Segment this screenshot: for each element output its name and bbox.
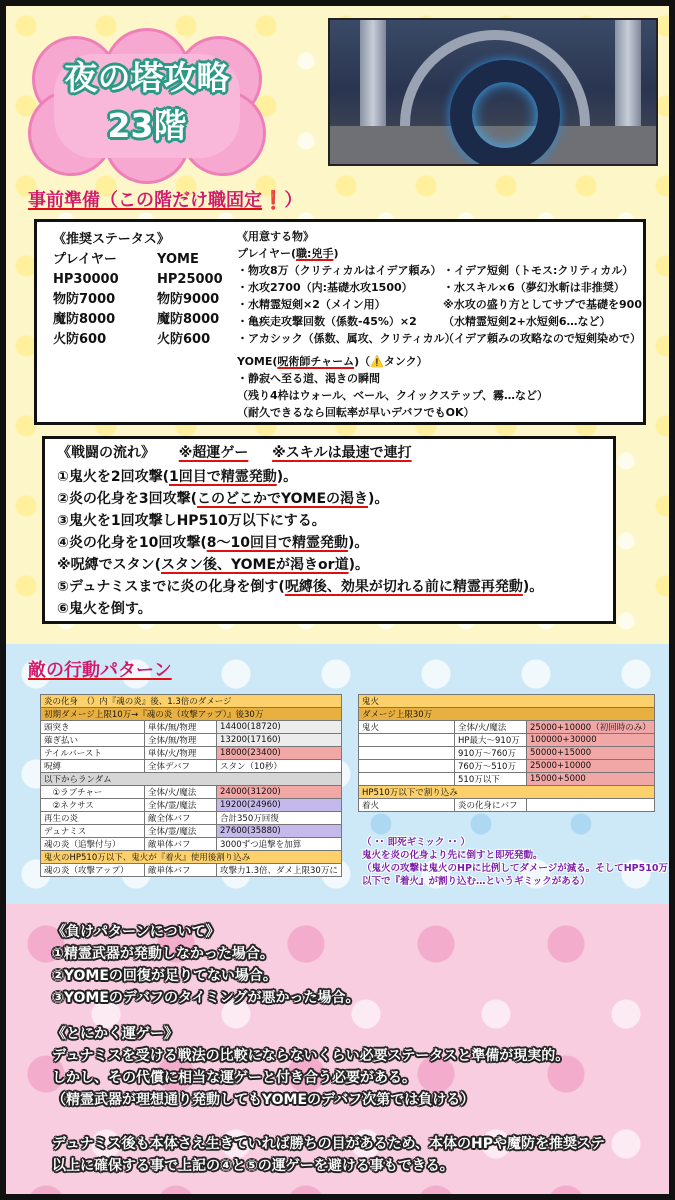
item-line: ・水スキル×6（夢幻氷斬は非推奨） <box>443 281 625 294</box>
yome-stat: HP25000 <box>157 272 223 287</box>
table-row: テイルバースト 単体/火/物理 18000(23400) <box>41 747 342 760</box>
fire-avatar-table <box>40 694 342 877</box>
battle-flow-box <box>42 436 616 624</box>
table-title: 炎の化身 （）内『魂の炎』後、1.3倍のダメージ <box>41 695 342 708</box>
table-subhead: 以下からランダム <box>41 773 342 786</box>
player-stat: 物防7000 <box>53 292 116 307</box>
table-row: 魂の炎（攻撃アップ） 敵単体バフ 攻撃力1.3倍、ダメ上限30万に <box>41 864 342 877</box>
item-line: （耐久できるなら回転率が早いデバフでもOK） <box>237 406 475 419</box>
table-cap: ダメージ上限30万 <box>359 708 655 721</box>
luck-line: （精霊武器が理想通り発動してもYOMEのデバフ次第では負ける） <box>52 1092 475 1108</box>
table-row: ②ネクサス 全体/霊/魔法 19200(24960) <box>41 799 342 812</box>
table-row: 着火 炎の化身にバフ <box>359 799 655 812</box>
prep-heading: 事前準備（この階だけ職固定❗） <box>28 190 303 211</box>
table-row: 魂の炎（追撃付与） 敵単体バフ 3000ずつ追撃を加算 <box>41 838 342 851</box>
item-line: ・水精霊短剣×2（メイン用） <box>237 298 386 311</box>
table-cap: 初期ダメージ上限10万→『魂の炎（攻撃アップ）』後30万 <box>41 708 342 721</box>
lose-title: 《負けパターンについて》 <box>52 924 220 940</box>
player-stats-head: プレイヤー <box>53 252 117 267</box>
items-yome-label: YOME(呪術師チャーム)（⚠️タンク） <box>237 355 428 368</box>
flow-heading: 《戦闘の流れ》 ※超運ゲー ※スキルは最速で連打 <box>57 445 412 461</box>
title-line-2: 23階 <box>107 106 187 145</box>
page <box>6 6 669 1194</box>
table-title: 鬼火 <box>359 695 655 708</box>
luck-line: デュナミスを受ける戦法の比較にならないくらい必要ステータスと準備が現実的。 <box>52 1048 570 1064</box>
gimmick-note: （ ･･ 即死ギミック ･･ ） 鬼火を炎の化身より先に倒すと即死発動。 （鬼火の攻撃は鬼火のHPに比例してダメージが減る。そしてHP510万 以下で『着火』が割り込む…というギミックがある） <box>362 837 668 887</box>
yome-stat: 物防9000 <box>157 292 220 307</box>
boss-screenshot-image <box>328 18 658 166</box>
yome-stats-head: YOME <box>157 252 199 267</box>
table-row: 760万〜510万 25000+10000 <box>359 760 655 773</box>
item-line: （イデア頼みの攻略なので短剣染めで） <box>443 332 641 345</box>
item-line: （水精霊短剣2+水短剣6…など） <box>443 315 611 328</box>
item-line: ・水攻2700（内:基礎水攻1500） <box>237 281 413 294</box>
flow-step: ①鬼火を2回攻撃(1回目で精霊発動)。 <box>57 469 298 485</box>
item-line: （残り4枠はウォール、ベール、クイックステップ、霧…など） <box>237 389 549 402</box>
table-row: 頭突き 単体/無/物理 14400(18720) <box>41 721 342 734</box>
enemy-heading: 敵の行動パターン <box>28 660 172 681</box>
item-line: ・物攻8万（クリティカルはイデア頼み） <box>237 264 442 277</box>
table-row: 薙ぎ払い 全体/無/物理 13200(17160) <box>41 734 342 747</box>
lose-item: ②YOMEの回復が足りてない場合。 <box>52 968 277 984</box>
item-line: ・亀疾走攻撃回数（係数-45%）×2 <box>237 315 417 328</box>
flow-step: ⑤デュナミスまでに炎の化身を倒す(呪縛後、効果が切れる前に精霊再発動)。 <box>57 579 544 595</box>
table-row: 鬼火 全体/火/魔法 25000+10000（初回時のみ） <box>359 721 655 734</box>
section-preparation <box>6 6 669 644</box>
page-title <box>32 54 262 150</box>
end-line: 以上に確保する事で上記の④と⑤の運ゲーを避ける事もできる。 <box>52 1158 454 1174</box>
table-row: ①ラブチャー 全体/火/魔法 24000(31200) <box>41 786 342 799</box>
end-line: デュナミス後も本体さえ生きていれば勝ちの目があるため、本体のHPや魔防を推奨ステ <box>52 1136 605 1152</box>
items-right-block <box>443 262 642 347</box>
flow-step: ④炎の化身を10回攻撃(8〜10回目で精霊発動)。 <box>57 535 369 551</box>
table-row: 再生の炎 敵全体バフ 合計350万回復 <box>41 812 342 825</box>
items-title: 《用意する物》 <box>237 230 314 243</box>
stats-title: 《推奨ステータス》 <box>53 232 170 247</box>
table-row: 510万以下 15000+5000 <box>359 773 655 786</box>
table-subhead: HP510万以下で割り込み <box>359 786 655 799</box>
item-line: ※水攻の盛り方としてサブで基礎を900 <box>443 298 642 311</box>
prep-box <box>34 219 646 425</box>
item-line: ・アカシック（係数、属攻、クリティカル） <box>237 332 456 345</box>
table-row: 910万〜760万 50000+15000 <box>359 747 655 760</box>
luck-title: 《とにかく運ゲー》 <box>52 1026 178 1042</box>
exclamation-icon: ❗ <box>262 190 285 211</box>
stats-block <box>53 230 247 350</box>
items-player-label: プレイヤー(職:兇手) <box>237 247 339 260</box>
luck-line: しかし、その代償に相当な運ゲーと付き合う必要がある。 <box>52 1070 416 1086</box>
table-row: HP最大〜910万 100000+30000 <box>359 734 655 747</box>
section-lose-patterns <box>6 904 669 1194</box>
item-line: ・イデア短剣（トモス:クリティカル） <box>443 264 634 277</box>
flow-step: ※呪縛でスタン(スタン後、YOMEが渇きor道)。 <box>57 557 369 573</box>
lose-item: ③YOMEのデバフのタイミングが悪かった場合。 <box>52 990 360 1006</box>
lose-item: ①精霊武器が発動しなかった場合。 <box>52 946 274 962</box>
player-stat: HP30000 <box>53 272 119 287</box>
flow-step: ②炎の化身を3回攻撃(このどこかでYOMEの渇き)。 <box>57 491 389 507</box>
item-line: ・静寂へ至る道、渇きの瞬間 <box>237 372 380 385</box>
flow-step: ⑥鬼火を倒す。 <box>57 601 152 617</box>
serpent-figure <box>450 60 560 166</box>
yome-stat: 魔防8000 <box>157 312 220 327</box>
yome-stat: 火防600 <box>157 332 211 347</box>
player-stat: 魔防8000 <box>53 312 116 327</box>
table-row: 呪縛 全体デバフ スタン（10秒） <box>41 760 342 773</box>
table-row: デュナミス 全体/霊/魔法 27600(35880) <box>41 825 342 838</box>
title-badge <box>32 36 262 176</box>
player-stat: 火防600 <box>53 332 107 347</box>
table-subhead: 鬼火のHP510万以下、鬼火が『着火』使用後割り込み <box>41 851 342 864</box>
title-line-1: 夜の塔攻略 <box>64 58 230 97</box>
will-o-wisp-table <box>358 694 655 812</box>
flow-step: ③鬼火を1回攻撃しHP510万以下にする。 <box>57 513 326 529</box>
